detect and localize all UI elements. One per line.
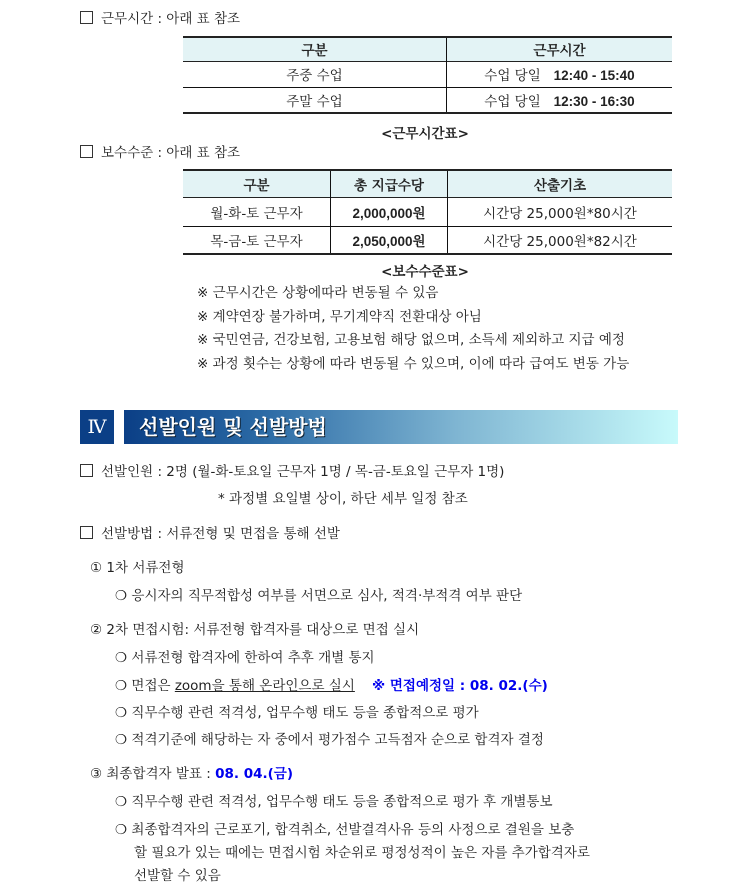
online-interview-text: zoom을 통해 온라인으로 실시 xyxy=(174,678,355,694)
announce-date: 08. 04.(금) xyxy=(215,766,294,782)
list-item: ❍ 직무수행 관련 적격성, 업무수행 태도 등을 종합적으로 평가 xyxy=(115,705,479,721)
table-row xyxy=(183,61,672,87)
selection-method-label: 선발방법 : 서류전형 및 면접을 통해 선발 xyxy=(101,526,340,542)
table-header: 구분 xyxy=(183,170,331,197)
list-item-continuation: 할 필요가 있는 때에는 면접시험 차순위로 평정성적이 높은 자를 추가합격자로 xyxy=(134,845,590,861)
section-number: Ⅳ xyxy=(80,410,114,444)
interview-date: ※ 면접예정일 : 08. 02.(수) xyxy=(372,678,548,694)
table-cell: 2,000,000원 xyxy=(331,197,448,226)
table-cell: 주중 수업 xyxy=(286,68,343,84)
selection-method-heading xyxy=(80,525,340,543)
note-item: ※ 계약연장 불가하며, 무기계약직 전환대상 아님 xyxy=(197,309,482,325)
pay-table xyxy=(183,169,672,255)
step-title: ② 2차 면접시험: 서류전형 합격자를 대상으로 면접 실시 xyxy=(90,622,420,638)
table-cell: 시간당 25,000원*82시간 xyxy=(448,226,673,254)
table-header: 구분 xyxy=(183,37,447,61)
circle-bullet-icon: ❍ xyxy=(115,588,128,604)
note-item: ※ 국민연금, 건강보험, 고용보험 해당 없으며, 소득세 제외하고 지급 예정 xyxy=(197,332,625,348)
note-item: ※ 과정 횟수는 상황에 따라 변동될 수 있으며, 이에 따라 급여도 변동 가능 xyxy=(197,356,630,372)
table-cell: 월-화-토 근무자 xyxy=(210,205,303,222)
table-cell: 수업 당일 12:30 - 16:30 xyxy=(447,87,673,113)
selection-count-label: 선발인원 : 2명 (월-화-토요일 근무자 1명 / 목-금-토요일 근무자 1명) xyxy=(101,464,505,480)
circle-bullet-icon: ❍ xyxy=(115,794,128,810)
pay-caption: <보수수준표> xyxy=(381,264,469,280)
checkbox-square-icon xyxy=(80,145,93,158)
table-cell: 2,050,000원 xyxy=(331,226,448,254)
work-hours-label: 근무시간 : 아래 표 참조 xyxy=(101,11,241,27)
checkbox-square-icon xyxy=(80,526,93,539)
table-cell: 시간당 25,000원*80시간 xyxy=(448,197,673,226)
work-hours-caption: <근무시간표> xyxy=(381,126,469,142)
step-title: ③ 최종합격자 발표 : 08. 04.(금) xyxy=(90,766,294,782)
table-header: 산출기초 xyxy=(448,170,673,197)
list-item: ❍ 응시자의 직무적합성 여부를 서면으로 심사, 적격·부적격 여부 판단 xyxy=(115,588,523,604)
pay-label: 보수수준 : 아래 표 참조 xyxy=(101,145,241,161)
note-item: ※ 근무시간은 상황에따라 변동될 수 있음 xyxy=(197,285,439,301)
table-row xyxy=(183,226,672,254)
table-cell: 주말 수업 xyxy=(286,93,343,110)
list-item: ❍ 직무수행 관련 적격성, 업무수행 태도 등을 종합적으로 평가 후 개별통보 xyxy=(115,794,553,810)
selection-count-note: * 과정별 요일별 상이, 하단 세부 일정 참조 xyxy=(218,491,468,507)
selection-count-heading xyxy=(80,463,504,481)
circle-bullet-icon: ❍ xyxy=(115,705,128,721)
table-cell: 목-금-토 근무자 xyxy=(210,233,303,250)
circle-bullet-icon: ❍ xyxy=(115,678,128,694)
table-header: 총 지급수당 xyxy=(331,170,448,197)
checkbox-square-icon xyxy=(80,11,93,24)
circle-bullet-icon: ❍ xyxy=(115,822,128,838)
circle-bullet-icon: ❍ xyxy=(115,650,128,666)
table-row xyxy=(183,87,672,113)
table-header: 근무시간 xyxy=(447,37,673,61)
list-item: ❍ 적격기준에 해당하는 자 중에서 평가점수 고득점자 순으로 합격자 결정 xyxy=(115,732,544,748)
list-item: ❍ 최종합격자의 근로포기, 합격취소, 선발결격사유 등의 사정으로 결원을 보충 xyxy=(115,822,575,838)
table-cell: 수업 당일 12:40 - 15:40 xyxy=(447,61,673,87)
list-item: ❍ 면접은 zoom을 통해 온라인으로 실시 ※ 면접예정일 : 08. 02.(수) xyxy=(115,678,548,694)
pay-heading xyxy=(80,144,240,162)
circle-bullet-icon: ❍ xyxy=(115,732,128,748)
step-title: ① 1차 서류전형 xyxy=(90,560,185,576)
section-title: 선발인원 및 선발방법 xyxy=(124,410,678,444)
list-item-continuation: 선발할 수 있음 xyxy=(134,868,221,884)
work-hours-heading xyxy=(80,10,240,28)
checkbox-square-icon xyxy=(80,464,93,477)
work-hours-table xyxy=(183,36,672,114)
table-row xyxy=(183,197,672,226)
list-item: ❍ 서류전형 합격자에 한하여 추후 개별 통지 xyxy=(115,650,375,666)
